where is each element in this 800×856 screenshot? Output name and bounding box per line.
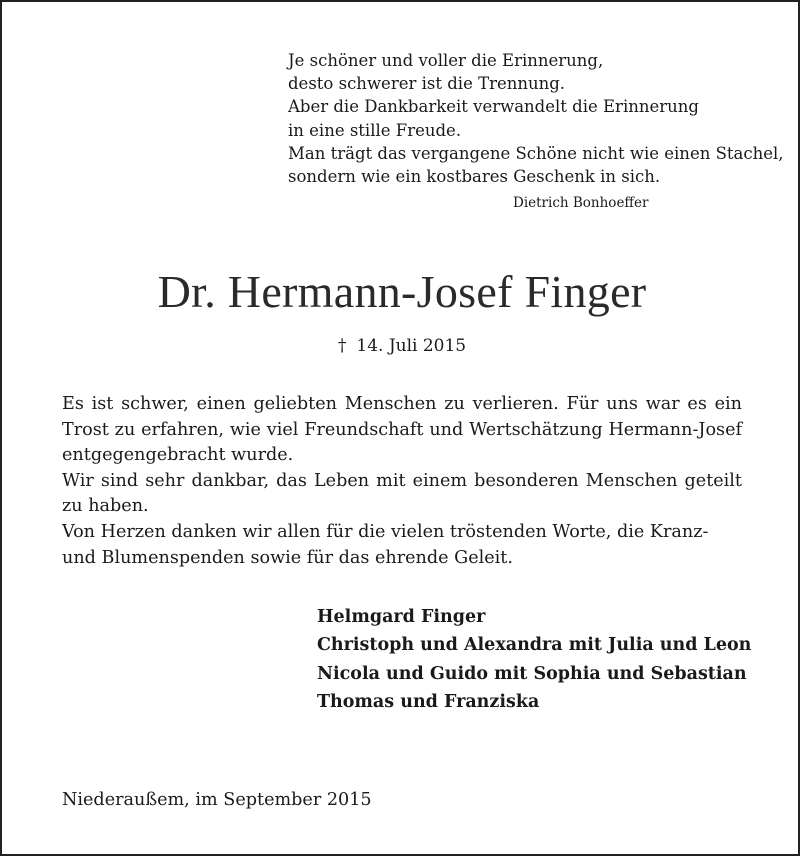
deceased-name: Dr. Hermann-Josef Finger [157, 266, 647, 317]
quote-block [288, 49, 784, 188]
body-paragraph: Wir sind sehr dankbar, das Leben mit einem besonderen Menschen geteilt zu haben. [62, 470, 742, 517]
body-paragraph: Von Herzen danken wir allen für die vielen tröstenden Worte, die Kranz- und Blumenspenden sowie für das ehrende Geleit. [62, 521, 709, 568]
quote-author: Dietrich Bonhoeffer [513, 195, 649, 211]
quote-line: sondern wie ein kostbares Geschenk in sich. [288, 167, 661, 187]
quote-line: in eine stille Freude. [288, 120, 462, 140]
death-date: 14. Juli 2015 [356, 336, 467, 356]
signer-name: Christoph und Alexandra mit Julia und Leon [317, 635, 752, 656]
place-date: Niederaußem, im September 2015 [62, 790, 372, 810]
signer-name: Thomas und Franziska [317, 692, 540, 713]
thank-you-text [62, 392, 742, 571]
quote-line: Je schöner und voller die Erinnerung, [288, 51, 604, 70]
cross-icon: † [337, 336, 347, 356]
signer-name: Nicola und Guido mit Sophia und Sebastian [317, 663, 747, 684]
signers-block [317, 603, 751, 717]
quote-line: Aber die Dankbarkeit verwandelt die Erinnerung [288, 97, 699, 117]
quote-line: Man trägt das vergangene Schöne nicht wie einen Stachel, [288, 143, 784, 163]
signer-name: Helmgard Finger [317, 607, 486, 627]
body-paragraph: Es ist schwer, einen geliebten Menschen zu verlieren. Für uns war es ein Trost zu erfahren, wie viel Freundschaft und Wertschätzung Hermann-Josef entgegengebracht wurde. [62, 394, 742, 466]
death-date-line [2, 335, 800, 357]
quote-line: desto schwerer ist die Trennung. [288, 74, 566, 94]
